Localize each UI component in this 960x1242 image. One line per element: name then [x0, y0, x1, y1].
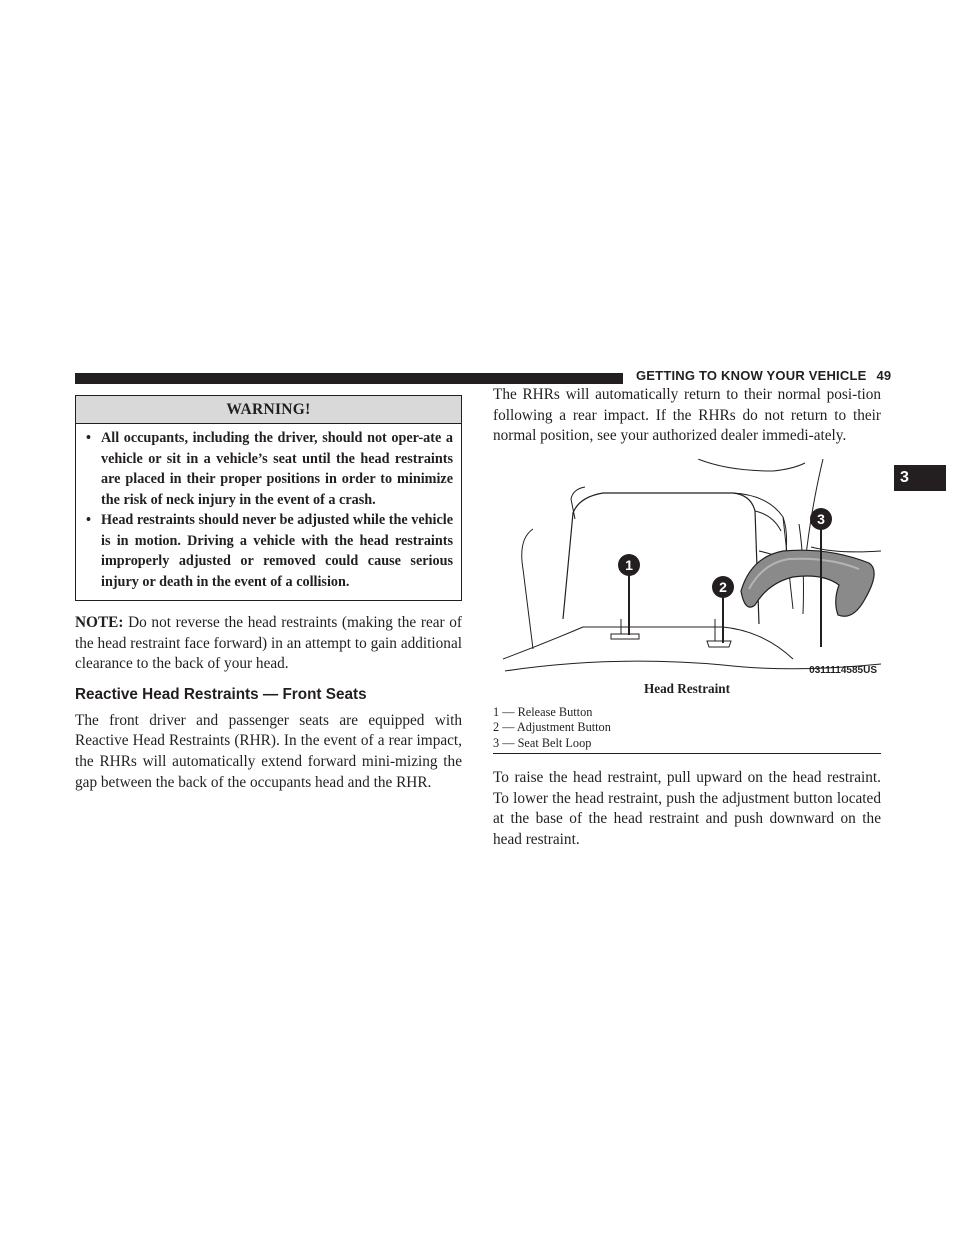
right-column: [493, 385, 881, 851]
note-text: Do not reverse the head restraints (making the rear of the head restraint face forward) in an attempt to gain additional clearance to the back of your head.: [75, 614, 462, 673]
head-restraint-illustration: [493, 459, 881, 679]
figure-code: 0311114585US: [809, 664, 877, 676]
section-title: GETTING TO KNOW YOUR VEHICLE: [636, 368, 867, 383]
header-rule: [75, 373, 623, 384]
legend-item: 3 — Seat Belt Loop: [493, 735, 592, 750]
legend-item: 1 — Release Button: [493, 704, 593, 719]
rhr-paragraph: The front driver and passenger seats are equipped with Reactive Head Restraints (RHR). In the event of a rear impact, the RHRs will automatically extend forward mini-mizing the gap between the back of the occupants head and the RHR.: [75, 711, 462, 791]
warning-item: [84, 428, 453, 510]
warning-title: WARNING!: [76, 396, 461, 424]
callout-3-label: 3: [817, 510, 825, 527]
callout-2-label: 2: [719, 578, 727, 595]
figure-caption: Head Restraint: [643, 680, 731, 696]
warning-list: [76, 424, 461, 600]
rhr-return-paragraph: The RHRs will automatically return to their normal posi-tion following a rear impact. If the RHRs do not return to their normal position, see your authorized dealer immedi-ately.: [493, 386, 881, 445]
bullet-icon: •: [86, 512, 91, 528]
left-column: [75, 395, 462, 793]
head-restraint-figure: [493, 459, 881, 679]
section-heading: Reactive Head Restraints — Front Seats: [75, 685, 367, 703]
note-label: NOTE:: [75, 614, 124, 631]
figure-legend: [493, 705, 881, 755]
running-header: [636, 368, 891, 383]
legend-item: 2 — Adjustment Button: [493, 720, 611, 735]
callout-1-label: 1: [625, 556, 633, 573]
warning-box: [75, 395, 462, 601]
chapter-tab: 3: [894, 465, 946, 491]
warning-item-text: Head restraints should never be adjusted while the vehicle is in motion. Driving a vehicle with the head restraints improperly adjusted or removed could cause serious injury or death in the event of a collision.: [101, 512, 453, 590]
page-number: 49: [876, 368, 892, 383]
warning-item: [84, 510, 453, 592]
note-paragraph: [75, 613, 462, 675]
warning-item-text: All occupants, including the driver, should not oper-ate a vehicle or sit in a vehicle’s seat until the head restraints are placed in their proper positions in order to minimize the risk of neck injury in the event of a crash.: [101, 430, 453, 508]
adjust-paragraph: To raise the head restraint, pull upward on the head restraint. To lower the head restraint, push the adjustment button located at the base of the head restraint and push downward on the head restraint.: [493, 769, 881, 849]
bullet-icon: •: [86, 430, 91, 446]
